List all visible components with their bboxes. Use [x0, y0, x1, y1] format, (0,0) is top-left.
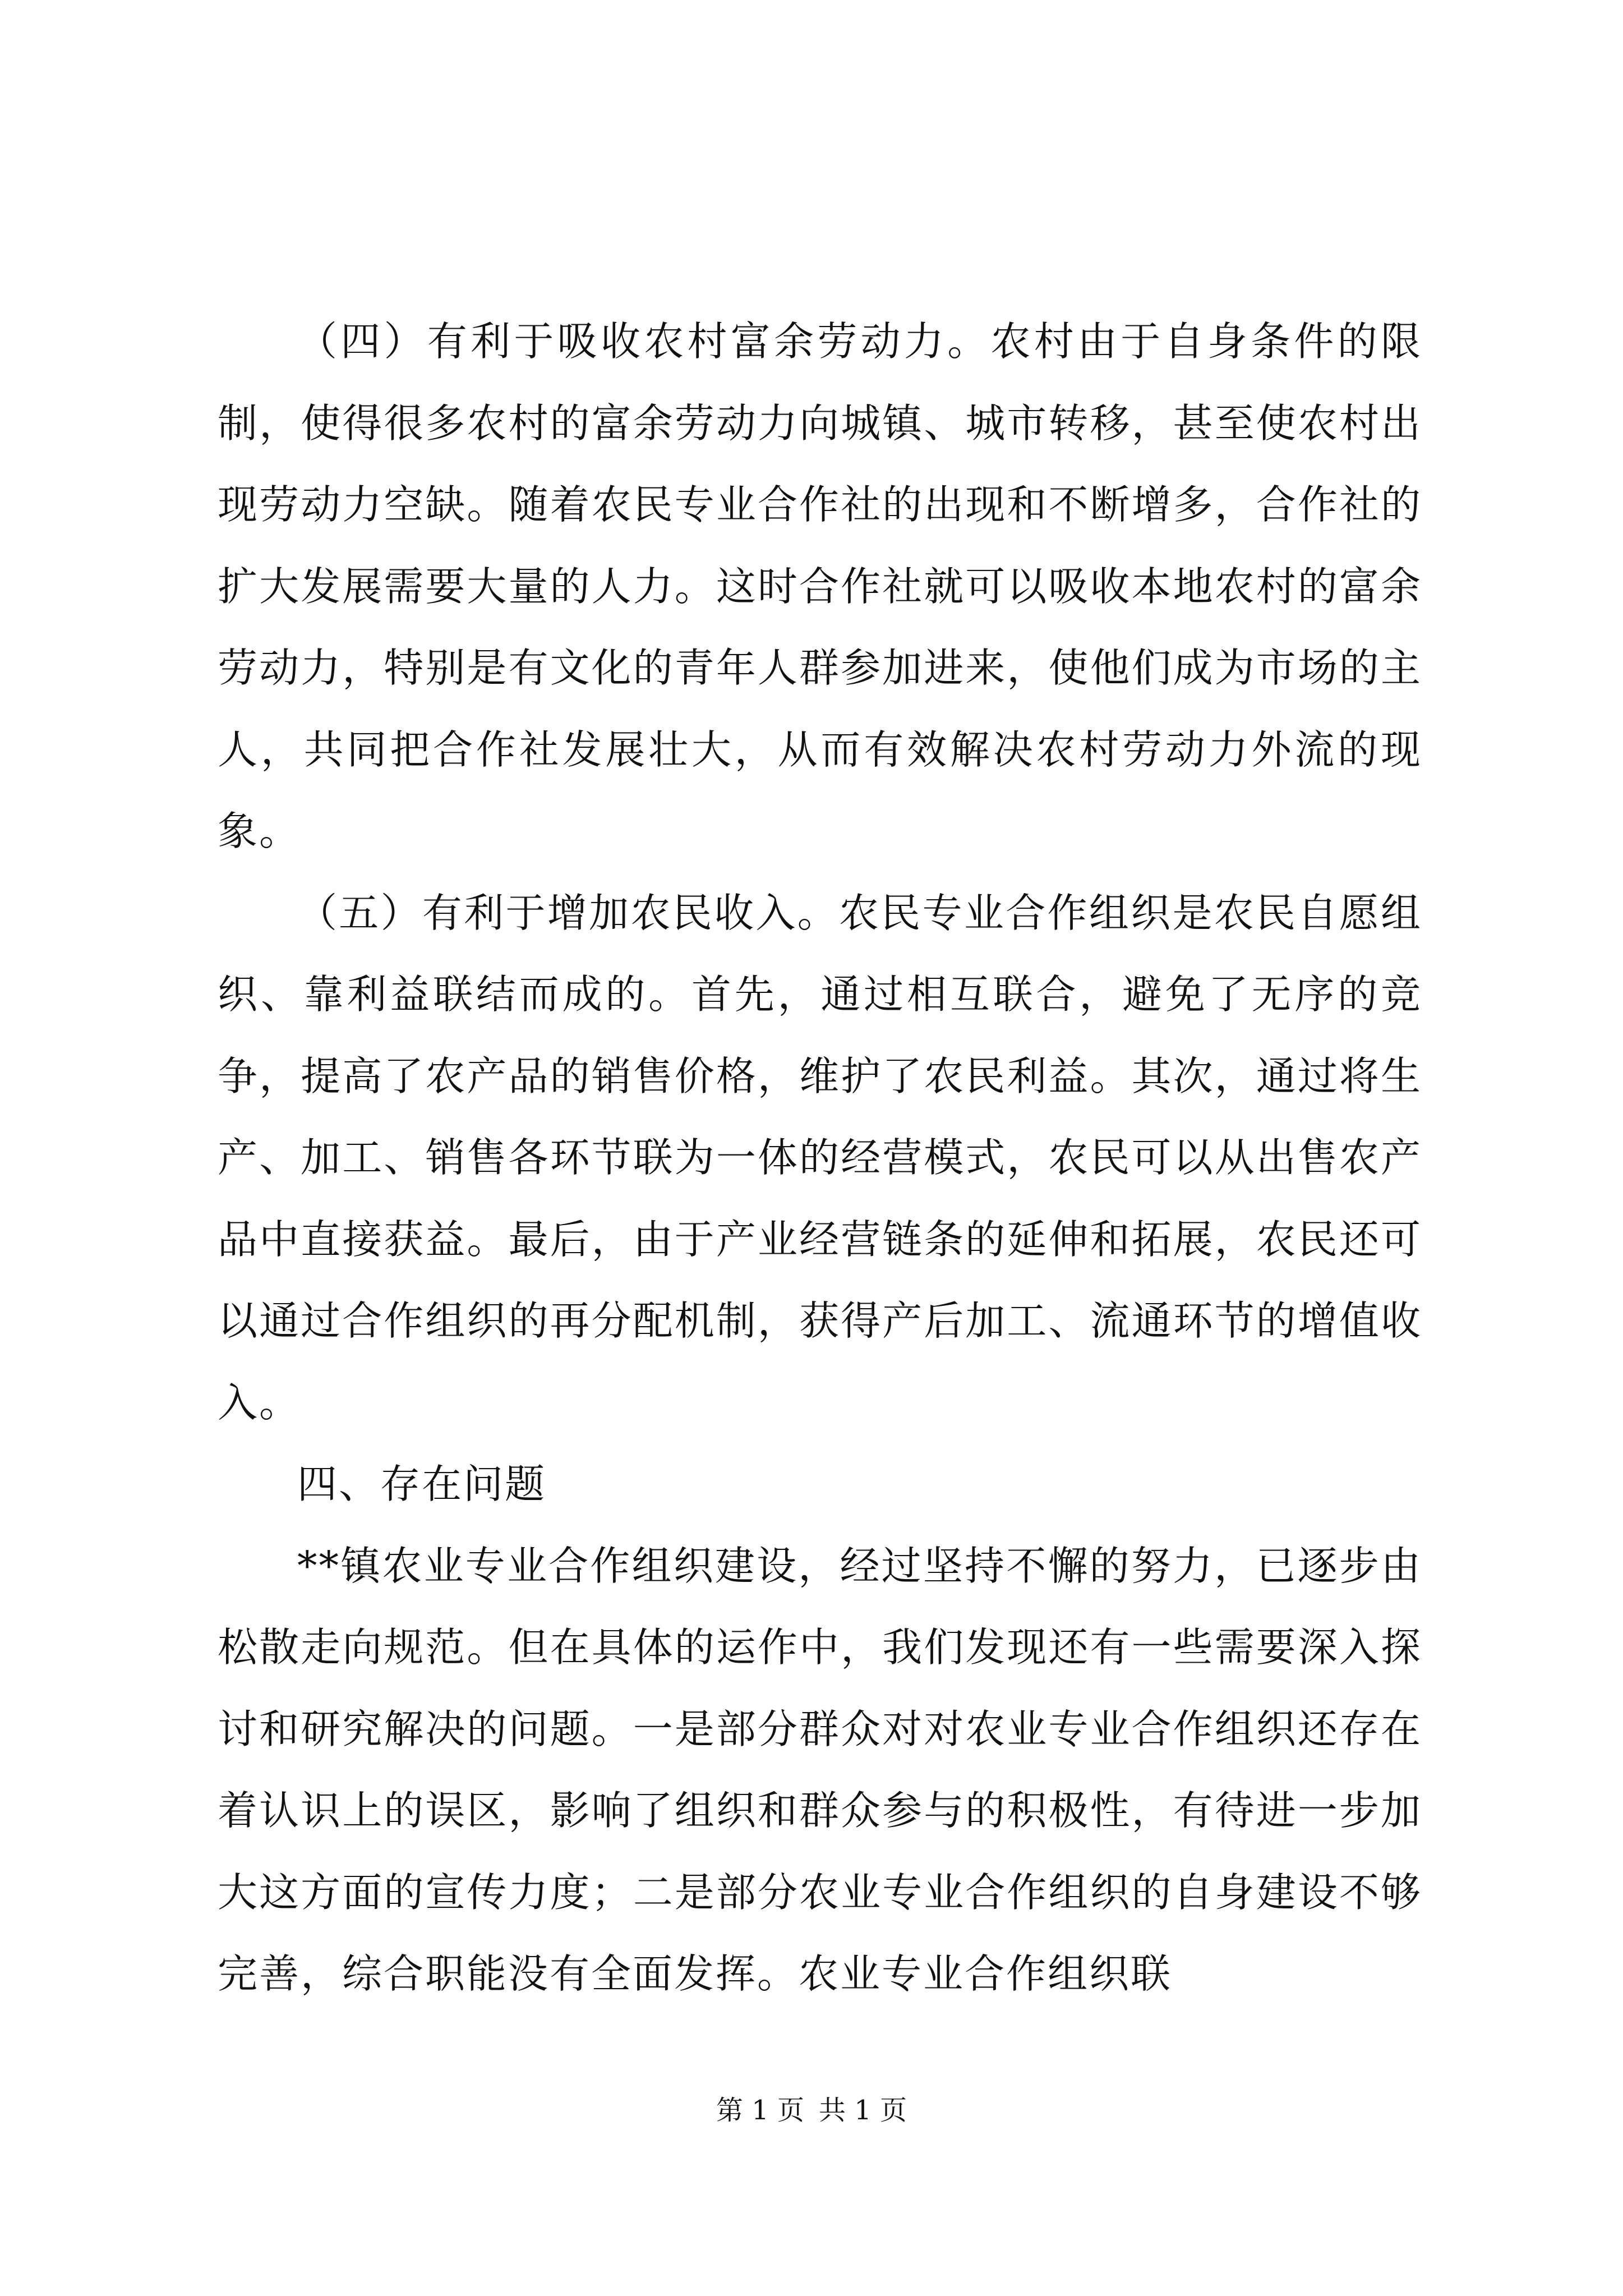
paragraph-four: （四）有利于吸收农村富余劳动力。农村由于自身条件的限制，使得很多农村的富余劳动力向城镇、城市转移，甚至使农村出现劳动力空缺。随着农民专业合作社的出现和不断增多，合作社的扩大发展需要大量的人力。这时合作社就可以吸收本地农村的富余劳动力，特别是有文化的青年人群参加进来，使他们成为市场的主人，共同把合作社发展壮大，从而有效解决农村劳动力外流的现象。 — [218, 318, 1422, 854]
document-body — [218, 301, 1422, 2015]
page-total: 共 1 页 — [819, 2095, 907, 2126]
page-number: 第 1 页 — [716, 2095, 804, 2126]
section-heading: 四、存在问题 — [297, 1461, 547, 1507]
page-footer — [0, 2093, 1623, 2127]
paragraph-problems: **镇农业专业合作组织建设，经过坚持不懈的努力，已逐步由松散走向规范。但在具体的运作中，我们发现还有一些需要深入探讨和研究解决的问题。一是部分群众对对农业专业合作组织还存在着认识上的误区，影响了组织和群众参与的积极性，有待进一步加大这方面的宣传力度；二是部分农业专业合作组织的自身建设不够完善，综合职能没有全面发挥。农业专业合作组织联 — [218, 1542, 1422, 1997]
paragraph-five: （五）有利于增加农民收入。农民专业合作组织是农民自愿组织、靠利益联结而成的。首先，通过相互联合，避免了无序的竞争，提高了农产品的销售价格，维护了农民利益。其次，通过将生产、加工、销售各环节联为一体的经营模式，农民可以从出售农产品中直接获益。最后，由于产业经营链条的延伸和拓展，农民还可以通过合作组织的再分配机制，获得产后加工、流通环节的增值收入。 — [218, 889, 1422, 1426]
